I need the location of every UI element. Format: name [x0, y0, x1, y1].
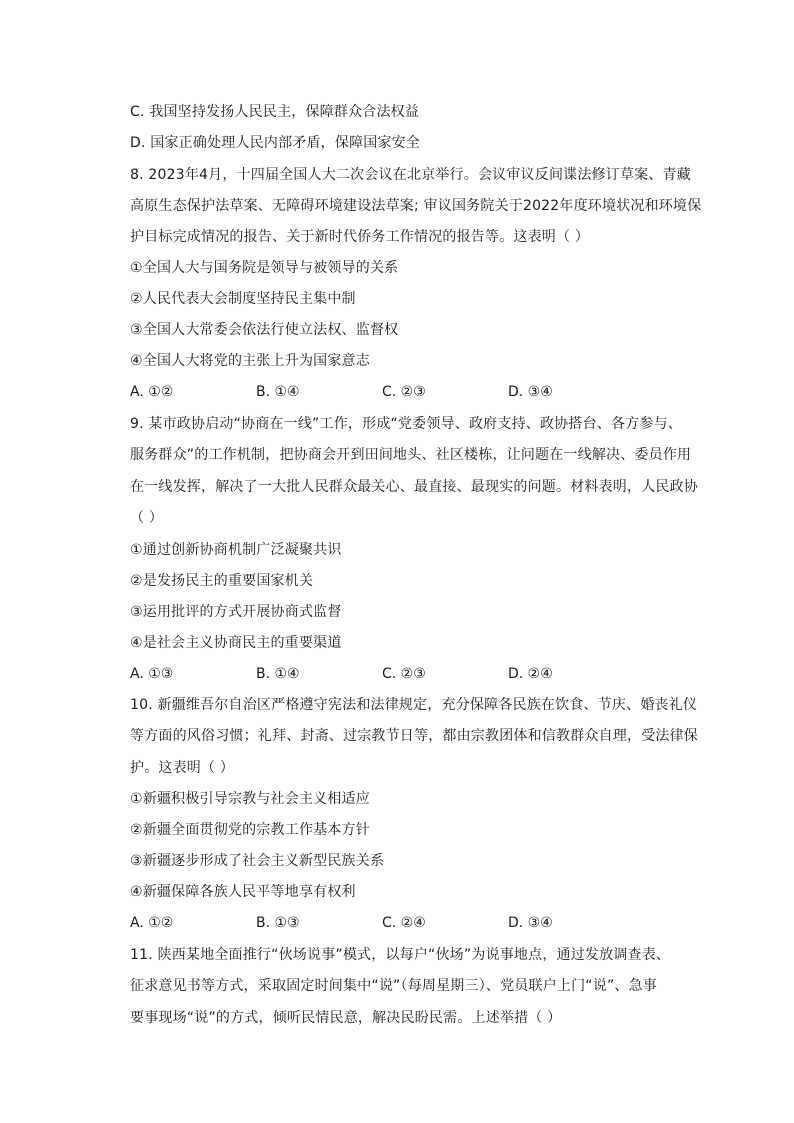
q8-option-c: C. ②③ [382, 384, 426, 400]
q8-statement-2: ②人民代表大会制度坚持民主集中制 [130, 291, 356, 307]
q9-option-a: A. ①③ [130, 666, 174, 682]
q9-option-b: B. ①④ [256, 666, 300, 682]
q11-stem-line-3: 要事现场“说”的方式，倾听民情民意，解决民盼民需。上述举措（ ） [130, 1010, 562, 1026]
q8-stem-line-2: 高原生态保护法草案、无障碍环境建设法草案; 审议国务院关于2022年度环境状况和环境保 [130, 198, 702, 214]
q9-statement-4: ④是社会主义协商民主的重要渠道 [130, 635, 342, 651]
prev-option-d: D. 国家正确处理人民内部矛盾，保障国家安全 [130, 135, 421, 151]
q9-option-c: C. ②③ [382, 666, 426, 682]
q10-stem-line-3: 护。这表明（ ） [130, 760, 235, 776]
q9-stem-line-1: 9. 某市政协启动“协商在一线”工作，形成“党委领导、政府支持、政协搭台、各方参与、 [130, 416, 682, 432]
q10-statement-1: ①新疆积极引导宗教与社会主义相适应 [130, 791, 370, 807]
q10-option-b: B. ①③ [256, 915, 300, 931]
q9-option-d: D. ②④ [508, 666, 553, 682]
q10-option-d: D. ③④ [508, 915, 553, 931]
prev-option-c: C. 我国坚持发扬人民民主，保障群众合法权益 [130, 104, 420, 120]
q11-stem-line-2: 征求意见书等方式，采取固定时间集中“说”（每周星期三）、党员联户上门“说”、急事 [130, 978, 658, 994]
q10-option-c: C. ②④ [382, 915, 426, 931]
q9-statement-1: ①通过创新协商机制广泛凝聚共识 [130, 542, 342, 558]
q8-statement-3: ③全国人大常委会依法行使立法权、监督权 [130, 322, 399, 338]
q9-statement-2: ②是发扬民主的重要国家机关 [130, 573, 314, 589]
q8-option-d: D. ③④ [508, 384, 553, 400]
q10-stem-line-2: 等方面的风俗习惯；礼拜、封斋、过宗教节日等，都由宗教团体和信教群众自理，受法律保 [130, 728, 698, 744]
q11-stem-line-1: 11. 陕西某地全面推行“伙场说事”模式，以每户“伙场”为说事地点，通过发放调查表、 [130, 947, 671, 963]
q10-statement-2: ②新疆全面贯彻党的宗教工作基本方针 [130, 822, 370, 838]
q8-statement-4: ④全国人大将党的主张上升为国家意志 [130, 353, 370, 369]
q9-stem-line-2: 服务群众”的工作机制，把协商会开到田间地头、社区楼栋，让问题在一线解决、委员作用 [130, 447, 692, 463]
q8-stem-line-3: 护目标完成情况的报告、关于新时代侨务工作情况的报告等。这表明（ ） [130, 229, 590, 245]
q8-option-a: A. ①② [130, 384, 174, 400]
q10-statement-4: ④新疆保障各族人民平等地享有权利 [130, 884, 356, 900]
q9-statement-3: ③运用批评的方式开展协商式监督 [130, 604, 342, 620]
q8-statement-1: ①全国人大与国务院是领导与被领导的关系 [130, 260, 399, 276]
q10-option-a: A. ①② [130, 915, 174, 931]
q8-option-b: B. ①④ [256, 384, 300, 400]
q10-stem-line-1: 10. 新疆维吾尔自治区严格遵守宪法和法律规定，充分保障各民族在饮食、节庆、婚丧礼仪 [130, 697, 698, 713]
q9-stem-line-3: 在一线发挥，解决了一大批人民群众最关心、最直接、最现实的问题。材料表明，人民政协 [130, 479, 698, 495]
q8-stem-line-1: 8. 2023年4月，十四届全国人大二次会议在北京举行。会议审议反间谍法修订草案、青藏 [130, 167, 691, 183]
q10-statement-3: ③新疆逐步形成了社会主义新型民族关系 [130, 853, 385, 869]
q9-stem-line-4: （ ） [130, 510, 164, 526]
